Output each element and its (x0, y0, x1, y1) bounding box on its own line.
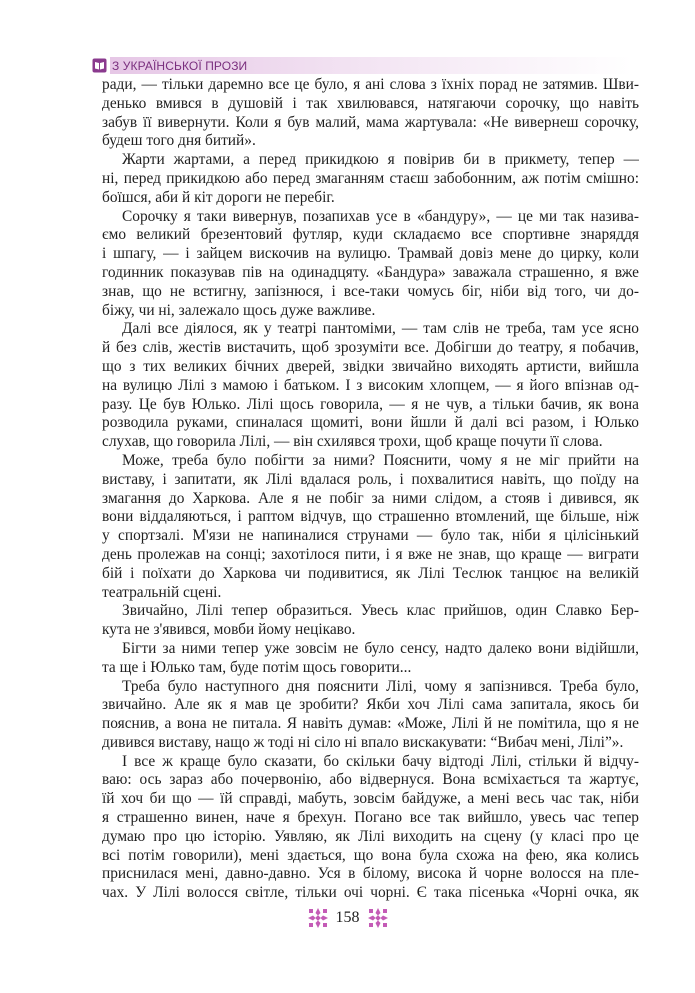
paragraph (102, 678, 639, 753)
text-line: виставу, і запитати, як Лілі вдалася роль, і похвалитися навіть, що поїду на (102, 470, 639, 488)
text-line: театральній сцені. (102, 583, 222, 601)
text-line: пояснив, а вона не питала. Я навіть думав: «Може, Лілі й не помітила, що я не (102, 715, 639, 733)
text-line: ваю: ось зараз або почервонію, або відвернуся. Вона всміхається та жартує, (102, 771, 639, 789)
text-line: змагання до Харкова. Але я не побіг за ними слідом, а стояв і дивився, як (102, 489, 639, 507)
text-line: ємо великий брезентовий футляр, куди складаємо все спортивне знаряддя (102, 226, 639, 244)
text-line: Треба було наступного дня пояснити Лілі, чому я запізнився. Треба було, (122, 677, 639, 695)
page-footer (0, 906, 695, 930)
text-line: денько вмився в душовій і так хвилювався, натягаючи сорочку, що навіть (102, 94, 639, 112)
paragraph (102, 753, 639, 903)
text-line: знав, що не встигну, запізнюся, і все-таки чомусь біг, ніби від того, чи до- (102, 282, 639, 300)
text-line: бій і поїхати до Харкова чи подивитися, як Лілі Теслюк танцює на великій (102, 564, 639, 582)
text-line: всі потім говорили), мені здається, що вона була схожа на фею, яка колись (102, 846, 639, 864)
text-line: будеш того дня битий». (102, 132, 256, 150)
text-line: приснилася мені, давно-давно. Уся в білому, висока й чорне волосся на пле- (102, 865, 639, 883)
text-line: кута не з'явився, мовби йому нецікаво. (102, 621, 356, 639)
text-line: ради, — тільки даремно все це було, я ані слова з їхніх порад не затямив. Шви- (102, 76, 639, 93)
text-line: та ще і Юлько там, буде потім щось говорити... (102, 658, 412, 676)
paragraph (102, 76, 639, 151)
ornament-icon (367, 907, 389, 929)
text-line: чах. У Лілі волосся світле, тільки очі чорні. Є така пісенька «Чорні очка, як (102, 884, 639, 902)
paragraph (102, 320, 639, 452)
paragraph (102, 208, 639, 321)
page-number: 158 (335, 909, 360, 926)
text-line: ні, перед прикидкою або перед змаганням стаєш забобонним, аж потім смішно: (102, 169, 639, 187)
paragraph (102, 151, 639, 207)
text-line: їй хоч би що — їй справді, мабуть, зовсім байдуже, а мені весь час так, ніби (102, 790, 639, 808)
text-line: слухав, що говорила Лілі, — він схилявся трохи, щоб краще почути її слова. (102, 433, 603, 451)
text-line: забув її вивернути. Коли я був малий, мама жартувала: «Не вивернеш сорочку, (102, 113, 639, 131)
section-header (92, 57, 632, 74)
text-line: день пролежав на сонці; захотілося пити, і я вже не знав, що краще — виграти (102, 545, 639, 563)
text-line: Звичайно, Лілі тепер образиться. Увесь клас прийшов, один Славко Бер- (122, 602, 639, 620)
text-line: у спортзалі. М'язи не напиналися струнами — було так, ніби я цілісінький (102, 527, 639, 545)
paragraph (102, 640, 639, 678)
section-header-band (110, 57, 632, 74)
paragraph (102, 602, 639, 640)
text-line: і шпагу, — і зайцем вискочив на вулицю. Трамвай довіз мене до цирку, коли (102, 245, 639, 263)
ornament-icon (307, 907, 329, 929)
text-line: вони віддаляються, і раптом відчув, що страшенно втомлений, ще більше, ніж (102, 508, 639, 526)
text-line: боїшся, аби й кіт дороги не перебіг. (102, 188, 335, 206)
text-line: що з тих великих бічних дверей, звідки звичайно виходять артисти, вийшла (102, 357, 639, 375)
text-line: Сорочку я таки вивернув, позапихав усе в «бандуру», — це ми так назива- (122, 207, 639, 225)
text-line: думаю про цю історію. Уявляю, як Лілі виходить на сцену (у класі про це (102, 827, 639, 845)
text-line: годинник показував пів на одинадцяту. «Бандура» заважала страшенно, я вже (102, 263, 639, 281)
text-line: я страшенно винен, наче я брехун. Погано все так вийшло, увесь час тепер (102, 809, 639, 827)
text-line: Жарти жартами, а перед прикидкою я повірив би в прикмету, тепер — (122, 151, 639, 169)
text-line: розводила руками, спиналася щомиті, вони йшли й далі всі разом, і Юлько (102, 414, 639, 432)
text-line: біжу, чи ні, залежало щось дуже важливе. (102, 301, 376, 319)
text-line: І все ж краще було сказати, бо скільки бачу відтоді Лілі, стільки й відчу- (122, 752, 639, 770)
section-title: З УКРАЇНСЬКОЇ ПРОЗИ (112, 58, 248, 73)
text-line: разу. Це був Юлько. Лілі щось говорила, — я не чув, а тільки бачив, як вона (102, 395, 639, 413)
text-line: й без слів, жестів вистачить, щоб зрозуміти все. Добігши до театру, я побачив, (102, 339, 639, 357)
text-line: на вулицю Лілі з мамою і батьком. І з високим хлопцем, — я його впізнав од- (102, 376, 639, 394)
text-line: Бігти за ними тепер уже зовсім не було сенсу, надто далеко вони відійшли, (122, 639, 639, 657)
paragraph (102, 452, 639, 602)
text-line: дивився виставу, нащо ж тоді ні сіло ні впало вискакувати: “Вибач мені, Лілі”». (102, 733, 624, 751)
body-text (102, 76, 639, 903)
book-section-icon (92, 58, 107, 73)
text-line: звичайно. Але як я мав це зробити? Якби хоч Лілі сама запитала, якось би (102, 696, 639, 714)
text-line: Може, треба було побігти за ними? Пояснити, чому я не міг прийти на (122, 451, 639, 469)
text-line: Далі все діялося, як у театрі пантоміми, — там слів не треба, там усе ясно (122, 320, 639, 338)
